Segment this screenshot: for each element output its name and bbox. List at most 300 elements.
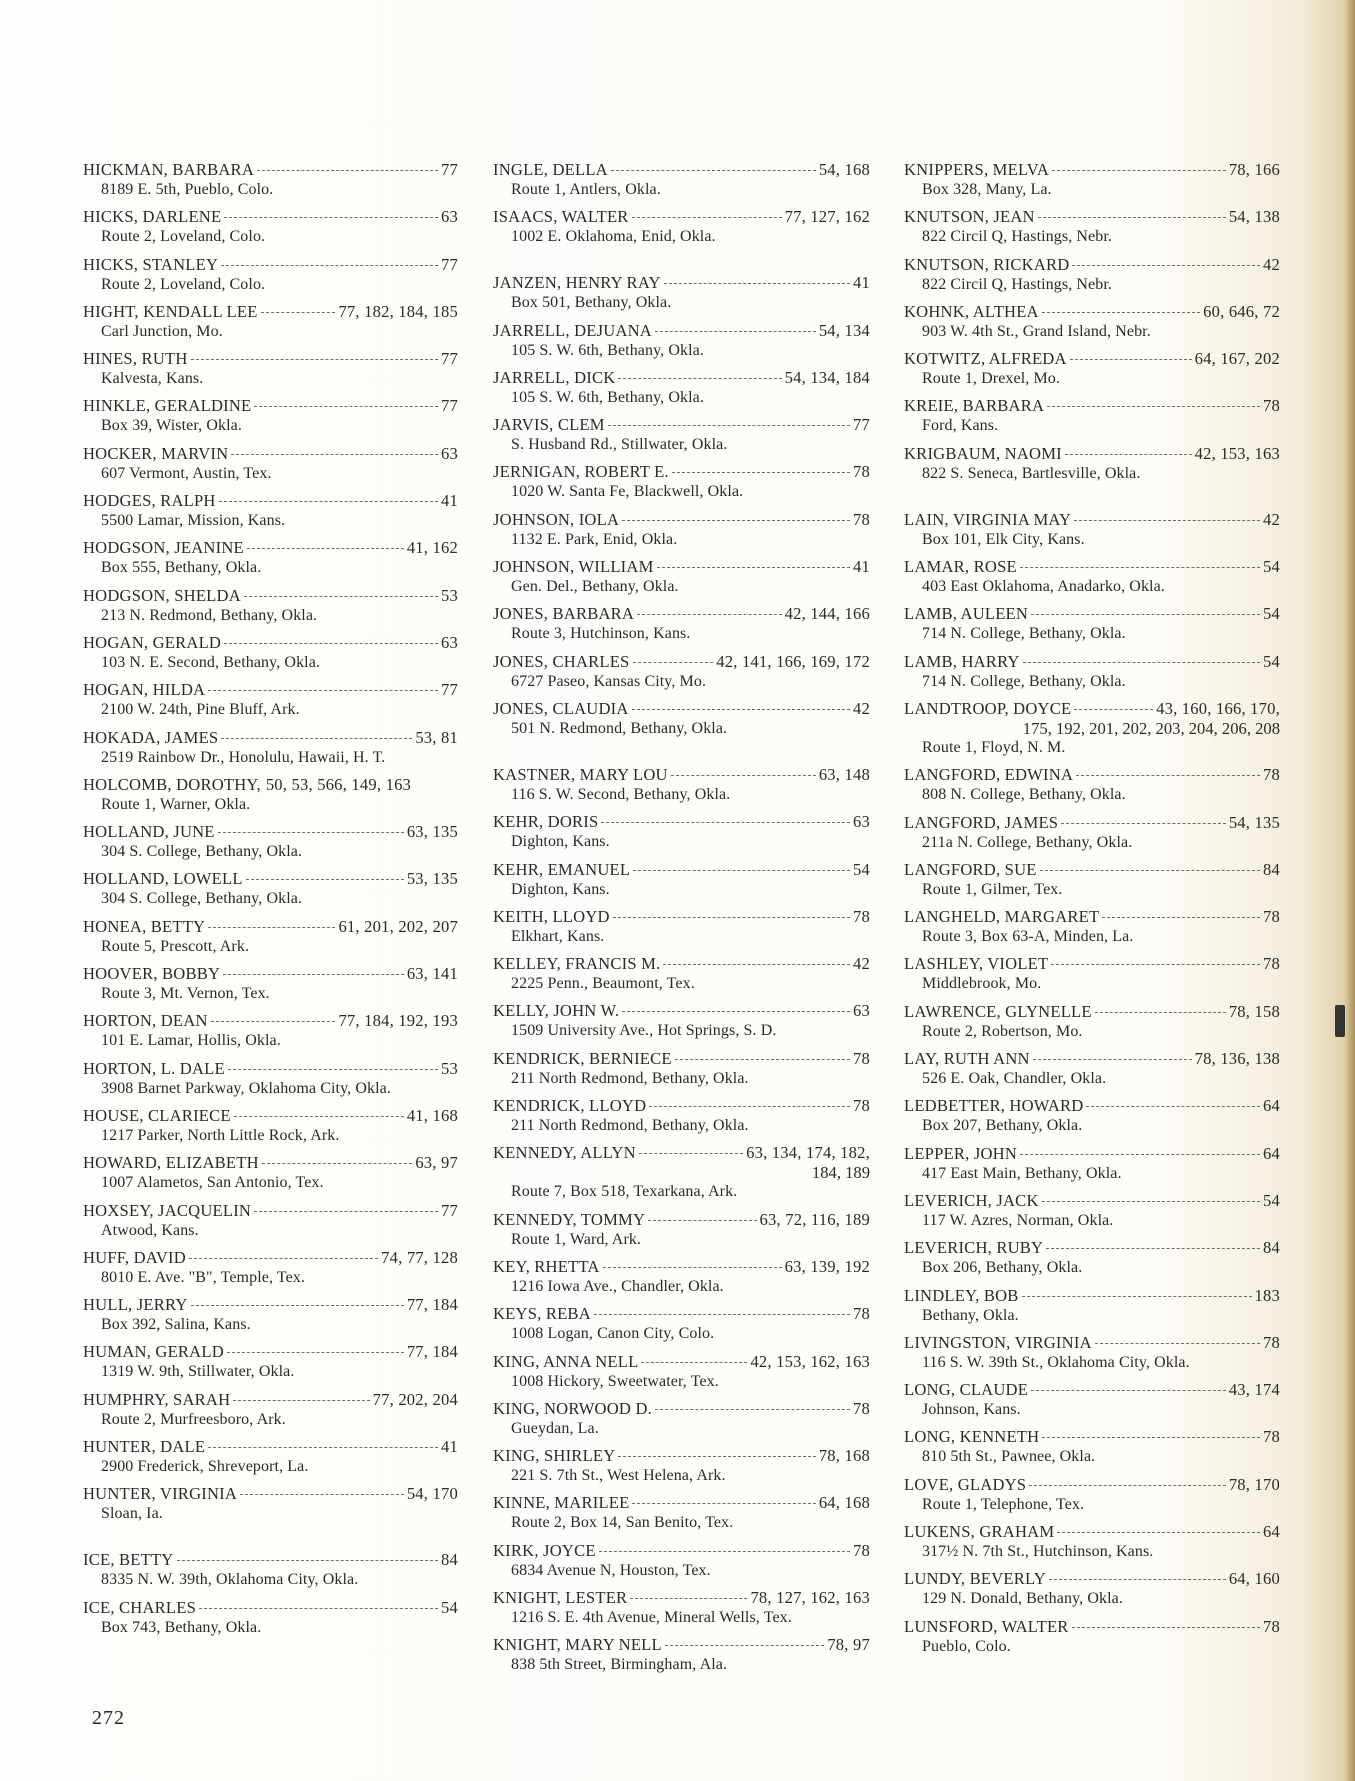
entry-pages: 64 bbox=[1263, 1096, 1280, 1116]
entry-name: KIRK, JOYCE bbox=[493, 1540, 596, 1560]
directory-entry bbox=[83, 396, 458, 435]
entry-name: HUMAN, GERALD bbox=[83, 1342, 224, 1362]
entry-address: Route 3, Mt. Vernon, Tex. bbox=[101, 985, 270, 1003]
directory-entry bbox=[83, 1484, 458, 1523]
entry-pages: 54 bbox=[1263, 604, 1280, 624]
dot-leader bbox=[227, 1352, 404, 1353]
directory-entry bbox=[493, 207, 870, 246]
entry-pages: 77 bbox=[441, 396, 458, 416]
entry-name: HOLLAND, LOWELL bbox=[83, 869, 243, 889]
directory-entry bbox=[83, 444, 458, 483]
entry-heading bbox=[493, 765, 870, 785]
entry-name: JARRELL, DEJUANA bbox=[493, 320, 652, 340]
entry-name: HORTON, DEAN bbox=[83, 1011, 208, 1031]
entry-pages: 84 bbox=[1263, 1238, 1280, 1258]
dot-leader bbox=[1074, 520, 1260, 521]
entry-heading bbox=[83, 1248, 458, 1268]
entry-name: LANGFORD, EDWINA bbox=[904, 765, 1074, 785]
entry-pages: 77, 182, 184, 185 bbox=[338, 301, 458, 321]
entry-name: HOXSEY, JACQUELIN bbox=[83, 1200, 252, 1220]
entry-pages: 63, 148 bbox=[818, 764, 870, 784]
directory-entry bbox=[83, 349, 458, 388]
entry-pages: 78 bbox=[1263, 1616, 1280, 1636]
entry-address: Box 555, Bethany, Okla. bbox=[101, 559, 262, 577]
entry-address: Box 328, Many, La. bbox=[922, 181, 1052, 198]
directory-entry bbox=[904, 1144, 1280, 1183]
entry-pages: 63, 135 bbox=[406, 822, 458, 842]
directory-entry bbox=[904, 1522, 1280, 1561]
entry-name: ICE, BETTY bbox=[83, 1550, 174, 1570]
directory-entry bbox=[493, 1399, 870, 1438]
entry-name: JOHNSON, IOLA bbox=[493, 509, 620, 529]
entry-pages: 78, 168 bbox=[818, 1446, 870, 1466]
entry-address: 903 W. 4th St., Grand Island, Nebr. bbox=[922, 322, 1151, 340]
dot-leader bbox=[657, 567, 850, 568]
entry-heading bbox=[83, 964, 458, 984]
directory-column-1 bbox=[83, 160, 458, 1645]
entry-address: Box 206, Bethany, Okla. bbox=[922, 1259, 1083, 1277]
entry-pages: 64 bbox=[1263, 1143, 1280, 1163]
entry-pages: 54, 138 bbox=[1228, 207, 1280, 227]
entry-heading bbox=[83, 869, 458, 889]
entry-heading bbox=[904, 860, 1280, 880]
entry-pages: 78 bbox=[853, 462, 870, 482]
entry-pages: 63 bbox=[441, 207, 458, 227]
entry-name: JONES, CHARLES bbox=[493, 651, 630, 671]
entry-address: 8189 E. 5th, Pueblo, Colo. bbox=[101, 181, 274, 198]
entry-pages: 77, 184 bbox=[406, 1342, 458, 1362]
entry-name: LANGFORD, SUE bbox=[904, 859, 1037, 879]
entry-address: 607 Vermont, Austin, Tex. bbox=[101, 464, 272, 482]
entry-address: 417 East Main, Bethany, Okla. bbox=[922, 1164, 1122, 1182]
entry-heading bbox=[493, 1493, 870, 1513]
entry-address: Dighton, Kans. bbox=[511, 880, 610, 898]
entry-name: ISAACS, WALTER bbox=[493, 207, 629, 227]
entry-pages: 78 bbox=[1263, 1332, 1280, 1352]
entry-name: HODGSON, SHELDA bbox=[83, 585, 241, 605]
entry-name: KENDRICK, BERNIECE bbox=[493, 1048, 672, 1068]
entry-heading bbox=[493, 699, 870, 719]
dot-leader bbox=[221, 738, 412, 739]
entry-heading bbox=[493, 1541, 870, 1561]
dot-leader bbox=[633, 662, 714, 663]
entry-name: LEDBETTER, HOWARD bbox=[904, 1096, 1084, 1116]
entry-heading bbox=[83, 1342, 458, 1362]
entry-heading bbox=[83, 1059, 458, 1079]
entry-pages: 63, 141 bbox=[406, 964, 458, 984]
dot-leader bbox=[632, 709, 850, 710]
entry-name: KING, ANNA NELL bbox=[493, 1351, 639, 1371]
directory-entry bbox=[904, 510, 1280, 549]
entry-address: 822 S. Seneca, Bartlesville, Okla. bbox=[922, 464, 1141, 482]
entry-heading bbox=[493, 160, 870, 180]
entry-address: 221 S. 7th St., West Helena, Ark. bbox=[511, 1467, 726, 1485]
entry-heading bbox=[83, 1011, 458, 1031]
entry-name: LAIN, VIRGINIA MAY bbox=[904, 509, 1072, 529]
directory-entry bbox=[83, 538, 458, 577]
entry-heading bbox=[493, 1635, 870, 1655]
dot-leader bbox=[1086, 1106, 1260, 1107]
entry-heading bbox=[493, 1304, 870, 1324]
entry-heading bbox=[493, 1049, 870, 1069]
directory-entry bbox=[904, 302, 1280, 341]
entry-address: Box 39, Wister, Okla. bbox=[101, 417, 242, 435]
directory-entry bbox=[83, 1550, 458, 1589]
entry-address: 1020 W. Santa Fe, Blackwell, Okla. bbox=[511, 483, 744, 501]
entry-heading bbox=[904, 1144, 1280, 1164]
directory-entry bbox=[904, 1617, 1280, 1656]
directory-entry bbox=[904, 1475, 1280, 1514]
dot-leader bbox=[1072, 1627, 1260, 1628]
entry-heading bbox=[904, 699, 1280, 719]
dot-leader bbox=[199, 1608, 438, 1609]
entry-address: Route 1, Antlers, Okla. bbox=[511, 181, 661, 198]
directory-entry bbox=[904, 1049, 1280, 1088]
entry-name: KNIGHT, MARY NELL bbox=[493, 1635, 662, 1655]
dot-leader bbox=[1047, 406, 1260, 407]
dot-leader bbox=[262, 1163, 413, 1164]
directory-entry bbox=[904, 160, 1280, 199]
entry-heading bbox=[493, 368, 870, 388]
entry-address: Route 1, Telephone, Tex. bbox=[922, 1495, 1085, 1513]
entry-pages: 41 bbox=[853, 557, 870, 577]
directory-entry bbox=[493, 860, 870, 899]
entry-heading bbox=[904, 1286, 1280, 1306]
entry-address: 105 S. W. 6th, Bethany, Okla. bbox=[511, 341, 704, 359]
directory-entry bbox=[493, 1352, 870, 1391]
entry-heading bbox=[83, 1153, 458, 1173]
entry-name: KOTWITZ, ALFREDA bbox=[904, 349, 1067, 369]
entry-name: LINDLEY, BOB bbox=[904, 1285, 1019, 1305]
directory-entry bbox=[83, 1390, 458, 1429]
entry-pages: 78 bbox=[1263, 907, 1280, 927]
entry-heading bbox=[904, 1522, 1280, 1542]
entry-heading bbox=[904, 444, 1280, 464]
dot-leader bbox=[632, 217, 782, 218]
directory-entry bbox=[904, 207, 1280, 246]
entry-name: LEPPER, JOHN bbox=[904, 1143, 1018, 1163]
entry-pages: 78 bbox=[853, 1048, 870, 1068]
entry-name: HOWARD, ELIZABETH bbox=[83, 1153, 259, 1173]
entry-pages: 42 bbox=[1263, 254, 1280, 274]
directory-entry bbox=[493, 1304, 870, 1343]
dot-leader bbox=[1061, 823, 1226, 824]
entry-name: LUKENS, GRAHAM bbox=[904, 1522, 1055, 1542]
directory-entry bbox=[493, 1588, 870, 1627]
dot-leader bbox=[664, 283, 850, 284]
entry-address: Box 101, Elk City, Kans. bbox=[922, 530, 1085, 548]
directory-entry bbox=[493, 1143, 870, 1201]
entry-pages: 63 bbox=[441, 632, 458, 652]
dot-leader bbox=[1102, 917, 1260, 918]
entry-name: LAMAR, ROSE bbox=[904, 557, 1017, 577]
dot-leader bbox=[675, 1059, 850, 1060]
entry-address: Bethany, Okla. bbox=[922, 1306, 1019, 1324]
entry-pages: 78 bbox=[1263, 954, 1280, 974]
dot-leader bbox=[231, 454, 438, 455]
entry-heading bbox=[904, 1333, 1280, 1353]
entry-heading bbox=[83, 1484, 458, 1504]
entry-address: 838 5th Street, Birmingham, Ala. bbox=[511, 1656, 728, 1674]
entry-address: Route 1, Floyd, N. M. bbox=[922, 738, 1066, 756]
entry-heading bbox=[493, 1257, 870, 1277]
entry-pages: 54 bbox=[1263, 557, 1280, 577]
dot-leader bbox=[1076, 775, 1260, 776]
entry-heading bbox=[83, 207, 458, 227]
entry-pages: 54 bbox=[1263, 651, 1280, 671]
directory-entry bbox=[904, 765, 1280, 804]
directory-entry bbox=[493, 1635, 870, 1674]
entry-address: Route 1, Gilmer, Tex. bbox=[922, 880, 1063, 898]
directory-entry bbox=[904, 1191, 1280, 1230]
directory-entry bbox=[493, 557, 870, 596]
entry-pages: 42, 153, 163 bbox=[1194, 443, 1280, 463]
dot-leader bbox=[1057, 1532, 1260, 1533]
entry-address: 1509 University Ave., Hot Springs, S. D. bbox=[511, 1022, 777, 1040]
dot-leader bbox=[1042, 1201, 1260, 1202]
directory-entry bbox=[904, 860, 1280, 899]
entry-pages: 78 bbox=[1263, 765, 1280, 785]
dot-leader bbox=[208, 1447, 438, 1448]
dot-leader bbox=[254, 1211, 438, 1212]
directory-entry bbox=[493, 462, 870, 501]
dot-leader bbox=[224, 217, 438, 218]
directory-entry bbox=[83, 1201, 458, 1240]
entry-address: 8010 E. Ave. "B", Temple, Tex. bbox=[101, 1268, 306, 1286]
entry-address: Route 5, Prescott, Ark. bbox=[101, 937, 250, 955]
entry-name: HOKADA, JAMES bbox=[83, 727, 219, 747]
entry-address: 317½ N. 7th St., Hutchinson, Kans. bbox=[922, 1543, 1154, 1561]
entry-address: 6834 Avenue N, Houston, Tex. bbox=[511, 1561, 711, 1579]
dot-leader bbox=[244, 596, 438, 597]
entry-address: 1216 Iowa Ave., Chandler, Okla. bbox=[511, 1277, 724, 1295]
dot-leader bbox=[211, 1021, 336, 1022]
entry-address: 103 N. E. Second, Bethany, Okla. bbox=[101, 653, 321, 671]
dot-leader bbox=[672, 472, 850, 473]
entry-address: Box 207, Bethany, Okla. bbox=[922, 1117, 1083, 1135]
dot-leader bbox=[246, 879, 404, 880]
directory-entry bbox=[83, 680, 458, 719]
entry-heading bbox=[493, 1096, 870, 1116]
entry-name: HUMPHRY, SARAH bbox=[83, 1389, 231, 1409]
entry-heading bbox=[83, 1106, 458, 1126]
dot-leader bbox=[240, 1494, 404, 1495]
entry-heading bbox=[904, 765, 1280, 785]
entry-address: Route 3, Box 63-A, Minden, La. bbox=[922, 928, 1134, 946]
dot-leader bbox=[1022, 1296, 1252, 1297]
directory-entry bbox=[83, 586, 458, 625]
dot-leader bbox=[641, 1362, 747, 1363]
dot-leader bbox=[218, 832, 404, 833]
entry-address: Kalvesta, Kans. bbox=[101, 370, 204, 388]
entry-address: 211 North Redmond, Bethany, Okla. bbox=[511, 1117, 749, 1135]
entry-name: JONES, CLAUDIA bbox=[493, 698, 629, 718]
dot-leader bbox=[1031, 614, 1260, 615]
dot-leader bbox=[632, 1503, 815, 1504]
entry-heading bbox=[904, 396, 1280, 416]
entry-pages: 41, 168 bbox=[406, 1105, 458, 1125]
directory-entry bbox=[493, 160, 870, 199]
entry-name: KNIGHT, LESTER bbox=[493, 1588, 628, 1608]
entry-pages: 42, 144, 166 bbox=[784, 604, 870, 624]
entry-name: KEY, RHETTA bbox=[493, 1256, 600, 1276]
entry-name: HUNTER, VIRGINIA bbox=[83, 1484, 238, 1504]
entry-name: KING, NORWOOD D. bbox=[493, 1398, 652, 1418]
dot-leader bbox=[1033, 1059, 1192, 1060]
dot-leader bbox=[261, 312, 336, 313]
entry-heading bbox=[83, 680, 458, 700]
entry-heading bbox=[83, 728, 458, 748]
entry-name: INGLE, DELLA bbox=[493, 160, 608, 179]
entry-pages: 78 bbox=[1263, 1427, 1280, 1447]
directory-entry bbox=[493, 1096, 870, 1135]
dot-leader bbox=[1065, 454, 1192, 455]
entry-name: LIVINGSTON, VIRGINIA bbox=[904, 1332, 1092, 1352]
directory-entry bbox=[493, 1210, 870, 1249]
dot-leader bbox=[648, 1220, 756, 1221]
directory-entry bbox=[493, 321, 870, 360]
entry-name: HINKLE, GERALDINE bbox=[83, 396, 252, 416]
dot-leader bbox=[1031, 1390, 1226, 1391]
directory-entry bbox=[493, 415, 870, 454]
directory-entry bbox=[493, 1493, 870, 1532]
dot-leader bbox=[177, 1560, 439, 1561]
entry-heading bbox=[904, 1427, 1280, 1447]
entry-name: KOHNK, ALTHEA bbox=[904, 301, 1039, 321]
entry-pages: 78 bbox=[1263, 396, 1280, 416]
directory-entry bbox=[493, 510, 870, 549]
entry-name: KENNEDY, ALLYN bbox=[493, 1143, 636, 1163]
entry-name: LANGFORD, JAMES bbox=[904, 812, 1059, 832]
entry-heading bbox=[904, 1475, 1280, 1495]
entry-pages: 53 bbox=[441, 1058, 458, 1078]
entry-pages: 77 bbox=[441, 680, 458, 700]
dot-leader bbox=[221, 265, 438, 266]
entry-heading bbox=[904, 1191, 1280, 1211]
directory-entry bbox=[904, 1427, 1280, 1466]
entry-heading bbox=[83, 917, 458, 937]
entry-address: Box 743, Bethany, Okla. bbox=[101, 1618, 262, 1636]
entry-name: HODGSON, JEANINE bbox=[83, 538, 244, 558]
entry-heading bbox=[904, 813, 1280, 833]
directory-entry bbox=[83, 1106, 458, 1145]
entry-heading bbox=[493, 1143, 870, 1163]
entry-address: 211 North Redmond, Bethany, Okla. bbox=[511, 1069, 749, 1087]
dot-leader bbox=[1042, 312, 1200, 313]
entry-heading bbox=[493, 1446, 870, 1466]
dot-leader bbox=[191, 1305, 404, 1306]
directory-entry bbox=[904, 349, 1280, 388]
entry-name: KINNE, MARILEE bbox=[493, 1493, 630, 1513]
entry-address: 1008 Hickory, Sweetwater, Tex. bbox=[511, 1372, 719, 1390]
entry-address: 211a N. College, Bethany, Okla. bbox=[922, 833, 1133, 851]
entry-address: Sloan, Ia. bbox=[101, 1505, 163, 1523]
entry-address: Box 392, Salina, Kans. bbox=[101, 1316, 251, 1334]
entry-heading bbox=[904, 1096, 1280, 1116]
entry-heading bbox=[493, 462, 870, 482]
dot-leader bbox=[622, 1011, 850, 1012]
dot-leader bbox=[234, 1116, 404, 1117]
entry-heading bbox=[904, 1238, 1280, 1258]
entry-pages: 54, 134, 184 bbox=[784, 367, 870, 387]
entry-name: LUNSFORD, WALTER bbox=[904, 1616, 1069, 1636]
entry-address: Carl Junction, Mo. bbox=[101, 322, 223, 340]
entry-name: KREIE, BARBARA bbox=[904, 396, 1045, 416]
entry-pages: 84 bbox=[441, 1550, 458, 1570]
entry-name: HOLCOMB, DOROTHY, bbox=[83, 774, 261, 794]
entry-name: LASHLEY, VIOLET bbox=[904, 954, 1049, 974]
directory-entry bbox=[83, 1598, 458, 1637]
entry-pages: 54, 134 bbox=[818, 320, 870, 340]
entry-address: 116 S. W. 39th St., Oklahoma City, Okla. bbox=[922, 1353, 1190, 1371]
dot-leader bbox=[223, 974, 404, 975]
dot-leader bbox=[663, 964, 850, 965]
entry-heading bbox=[83, 444, 458, 464]
dot-leader bbox=[247, 548, 404, 549]
entry-address: 822 Circil Q, Hastings, Nebr. bbox=[922, 275, 1112, 293]
entry-address: 822 Circil Q, Hastings, Nebr. bbox=[922, 228, 1112, 246]
entry-heading bbox=[493, 860, 870, 880]
dot-leader bbox=[1038, 217, 1226, 218]
entry-name: HOLLAND, JUNE bbox=[83, 822, 215, 842]
entry-name: KENDRICK, LLOYD bbox=[493, 1096, 647, 1116]
directory-entry bbox=[904, 813, 1280, 852]
entry-address: 3908 Barnet Parkway, Oklahoma City, Okla. bbox=[101, 1079, 391, 1097]
entry-heading bbox=[493, 207, 870, 227]
entry-address: Route 1, Drexel, Mo. bbox=[922, 370, 1060, 388]
directory-entry bbox=[904, 1002, 1280, 1041]
directory-entry bbox=[904, 604, 1280, 643]
entry-pages: 78 bbox=[853, 1398, 870, 1418]
entry-pages: 63 bbox=[853, 812, 870, 832]
entry-heading bbox=[493, 1588, 870, 1608]
entry-heading bbox=[904, 1380, 1280, 1400]
entry-heading bbox=[493, 604, 870, 624]
entry-pages: 183 bbox=[1254, 1285, 1280, 1305]
entry-heading bbox=[83, 1295, 458, 1315]
entry-name: KASTNER, MARY LOU bbox=[493, 764, 668, 784]
entry-name: HICKMAN, BARBARA bbox=[83, 160, 255, 179]
dot-leader bbox=[649, 1106, 850, 1107]
entry-name: KNUTSON, JEAN bbox=[904, 207, 1035, 227]
entry-address: 101 E. Lamar, Hollis, Okla. bbox=[101, 1032, 281, 1050]
directory-entry bbox=[493, 812, 870, 851]
directory-entry bbox=[904, 954, 1280, 993]
entry-name: HUFF, DAVID bbox=[83, 1247, 186, 1267]
dot-leader bbox=[639, 1153, 743, 1154]
entry-name: HOGAN, HILDA bbox=[83, 680, 206, 700]
dot-leader bbox=[1040, 870, 1260, 871]
entry-pages: 78 bbox=[853, 1304, 870, 1324]
entry-name: HONEA, BETTY bbox=[83, 916, 206, 936]
entry-address: 8335 N. W. 39th, Oklahoma City, Okla. bbox=[101, 1571, 359, 1589]
dot-leader bbox=[613, 917, 850, 918]
entry-heading bbox=[904, 207, 1280, 227]
entry-heading bbox=[83, 633, 458, 653]
entry-heading bbox=[493, 652, 870, 672]
dot-leader bbox=[208, 927, 335, 928]
entry-pages: 64, 168 bbox=[818, 1493, 870, 1513]
dot-leader bbox=[637, 614, 782, 615]
entry-name: JANZEN, HENRY RAY bbox=[493, 273, 661, 293]
entry-name: KEYS, REBA bbox=[493, 1304, 591, 1324]
dot-leader bbox=[655, 1409, 850, 1410]
entry-pages: 84 bbox=[1263, 859, 1280, 879]
entry-pages: 54 bbox=[1263, 1190, 1280, 1210]
directory-entry bbox=[83, 1011, 458, 1050]
directory-entry bbox=[493, 1001, 870, 1040]
entry-pages: 78, 170 bbox=[1228, 1474, 1280, 1494]
